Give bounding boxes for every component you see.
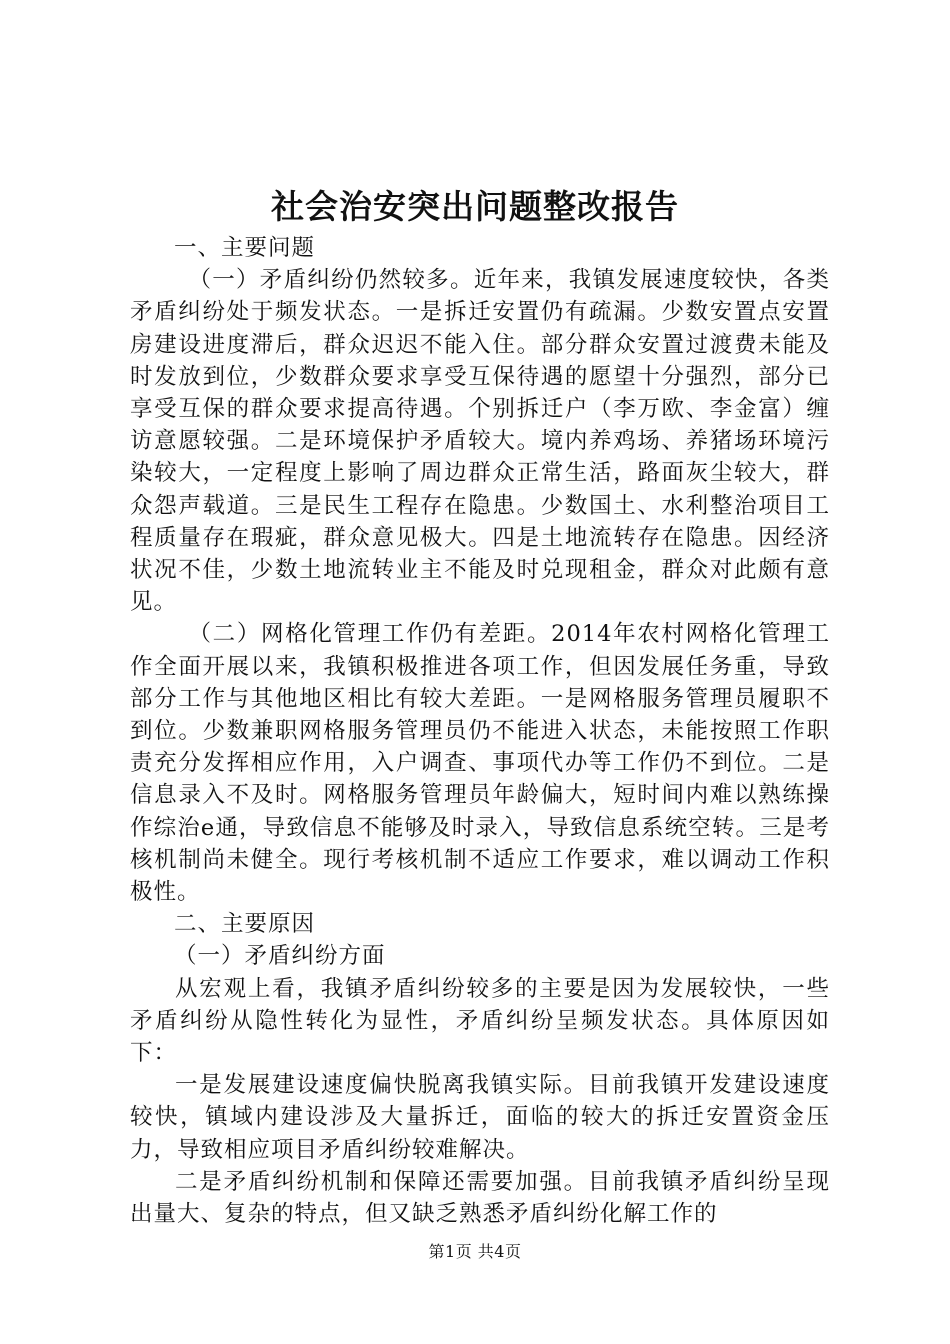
paragraph-cause-two: 二是矛盾纠纷机制和保障还需要加强。目前我镇矛盾纠纷呈现出量大、复杂的特点，但又缺乏熟悉矛盾纠纷化解工作的 (130, 1168, 830, 1228)
paragraph-cause-one: 一是发展建设速度偏快脱离我镇实际。目前我镇开发建设速度较快，镇域内建设涉及大量拆迁，面临的较大的拆迁安置资金压力，导致相应项目矛盾纠纷较难解决。 (130, 1072, 830, 1163)
page-number-footer: 第1页 共4页 (428, 1242, 522, 1261)
section-heading-main-causes: 二、主要原因 (174, 911, 316, 938)
document-body (130, 232, 830, 1230)
section-heading-main-problems: 一、主要问题 (174, 235, 316, 261)
paragraph-disputes: （一）矛盾纠纷仍然较多。近年来，我镇发展速度较快，各类矛盾纠纷处于频发状态。一是拆迁安置仍有疏漏。少数安置点安置房建设进度滞后，群众迟迟不能入住。部分群众安置过渡费未能及时发放到位，少数群众要求享受互保待遇的愿望十分强烈，部分已享受互保的群众要求提高待遇。个别拆迁户（李万欧、李金富）缠访意愿较强。二是环境保护矛盾较大。境内养鸡场、养猪场环境污染较大，一定程度上影响了周边群众正常生活，路面灰尘较大，群众怨声载道。三是民生工程存在隐患。少数国土、水利整治项目工程质量存在瑕疵，群众意见极大。四是土地流转存在隐患。因经济状况不佳，少数土地流转业主不能及时兑现租金，群众对此颇有意见。 (130, 267, 830, 616)
document-title: 社会治安突出问题整改报告 (271, 187, 679, 226)
paragraph-grid-management: （二）网格化管理工作仍有差距。2014年农村网格化管理工作全面开展以来，我镇积极推进各项工作，但因发展任务重，导致部分工作与其他地区相比有较大差距。一是网格服务管理员履职不到位。少数兼职网格服务管理员仍不能进入状态，未能按照工作职责充分发挥相应作用，入户调查、事项代办等工作仍不到位。二是信息录入不及时。网格服务管理员年龄偏大，短时间内难以熟练操作综治e通，导致信息不能够及时录入，导致信息系统空转。三是考核机制尚未健全。现行考核机制不适应工作要求，难以调动工作积极性。 (130, 621, 830, 906)
paragraph-macro-view: 从宏观上看，我镇矛盾纠纷较多的主要是因为发展较快，一些矛盾纠纷从隐性转化为显性，矛盾纠纷呈频发状态。具体原因如下： (130, 975, 830, 1067)
subsection-heading-disputes: （一）矛盾纠纷方面 (174, 943, 386, 970)
